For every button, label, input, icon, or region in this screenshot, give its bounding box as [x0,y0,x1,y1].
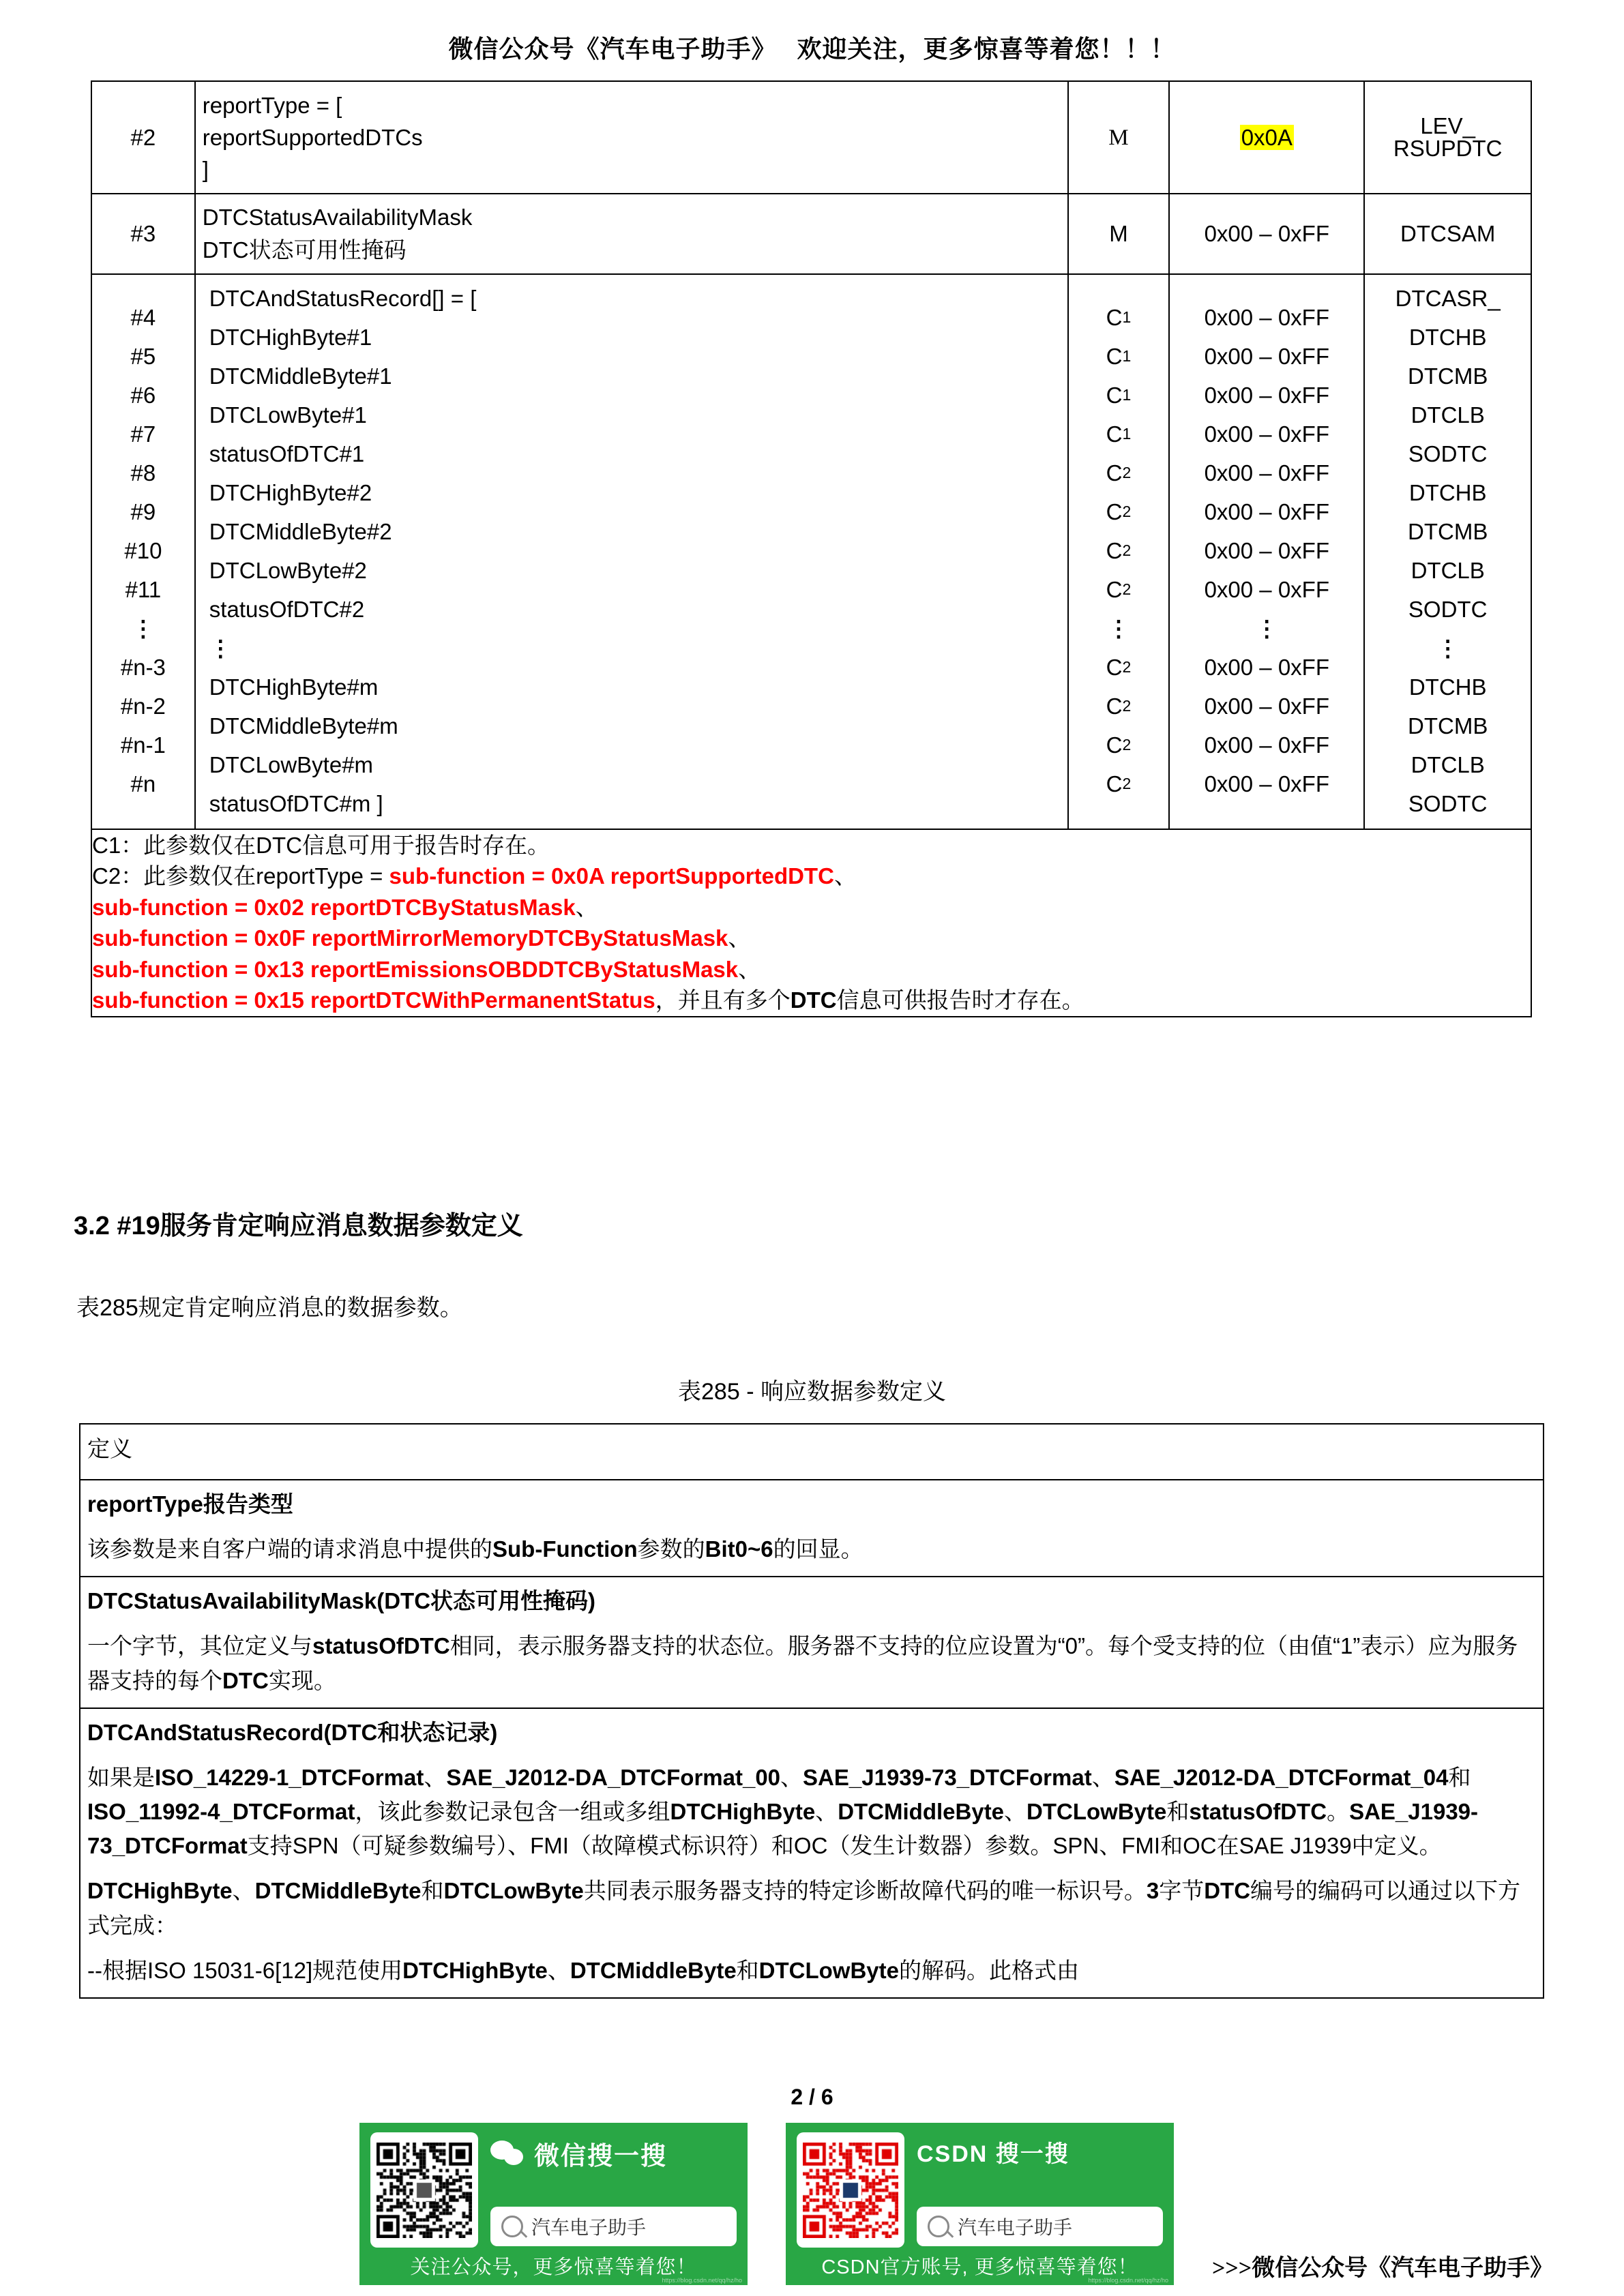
record-mnemonic: DTCLB [1411,557,1485,583]
definition-term: statusOfDTC [312,1633,450,1659]
record-desc-line: statusOfDTC#m ] [209,790,383,816]
table-row-record-block [91,274,1531,829]
row-range-cell: 0x00 – 0xFF [1169,194,1364,274]
record-number: #10 [124,537,162,563]
definition-term: statusOfDTC [1189,1799,1327,1825]
page-number: 2 / 6 [791,2085,833,2109]
table-row [91,194,1531,274]
record-mnemonic: DTCMB [1408,713,1488,739]
definition-table-body [80,1424,1544,1998]
row-description-cell [195,81,1068,194]
definition-term: DTCLowByte [1027,1799,1167,1825]
definition-term: ISO_11992-4_DTCFormat [87,1799,355,1825]
definition-paragraph [87,1954,1536,1988]
definition-title [87,1584,1536,1618]
record-number-stack [92,275,194,809]
record-number: #n-2 [120,693,166,719]
promo-brand-row [490,2135,737,2172]
promo-top-row [797,2132,1163,2248]
definition-paragraph [87,1874,1536,1942]
definition-term: DTCHighByte [87,1878,233,1904]
row-mnemonic-cell [1364,81,1531,194]
row-range-cell [1169,81,1364,194]
promo-search-box[interactable] [917,2207,1163,2246]
record-cvt: C 1 [1106,343,1132,369]
record-number: #n [130,771,156,796]
record-cvt: C 1 [1106,304,1132,330]
record-number: #9 [130,498,156,524]
footnote-tail-dtc: DTC [790,987,837,1013]
record-mnemonic: DTCMB [1408,518,1488,544]
definition-title-translation: 和状态记录) [377,1719,498,1745]
record-range: 0x00 – 0xFF [1204,654,1329,680]
footnote-c2-line2 [92,892,1531,923]
record-range: 0x00 – 0xFF [1204,460,1329,486]
mnemonic-line: LEV_ [1420,113,1476,139]
desc-line: reportType = [ [202,93,342,118]
definition-text: 的解码。此格式由 [899,1957,1080,1983]
definition-term: 3 [1146,1878,1160,1904]
promo-watermark: https://blog.csdn.net/qq/hz/ho [1088,2277,1168,2284]
record-number: ⋮ [132,615,155,641]
record-number: #6 [130,382,156,408]
record-number-column [91,274,195,829]
record-cvt-column [1068,274,1170,829]
record-range: 0x00 – 0xFF [1204,732,1329,758]
record-desc-line: DTCLowByte#2 [209,557,367,583]
footnote-tail-c: 信息可供报告时才存在。 [836,987,1084,1013]
record-mnemonic: DTCHB [1408,674,1487,700]
record-description-stack [203,275,1067,829]
definition-text: 、 [424,1764,447,1790]
record-description-column [195,274,1068,829]
promo-watermark: https://blog.csdn.net/qq/hz/ho [662,2277,742,2284]
definition-row [80,1708,1544,1998]
promo-brand-label: CSDN 搜一搜 [917,2141,1069,2167]
wechat-icon [490,2141,526,2166]
definition-row [80,1480,1544,1577]
definition-term: DTCMiddleByte [838,1799,1005,1825]
page-banner: 微信公众号《汽车电子助手》 欢迎关注，更多惊喜等着您！！！ [448,35,1176,63]
definition-term: SAE_J1939-73_DTCFormat [803,1764,1092,1790]
record-range: 0x00 – 0xFF [1204,421,1329,447]
record-range: 0x00 – 0xFF [1204,304,1329,330]
definition-text: 、 [780,1764,803,1790]
record-mnemonic: SODTC [1408,596,1488,622]
footnote-c2-line5 [92,985,1531,1016]
definition-text: 参数的 [637,1536,705,1562]
definition-title-term: DTCStatusAvailabilityMask(DTC [87,1588,431,1614]
definition-text: 共同表示服务器支持的特定诊断故障代码的唯一标识号。 [583,1878,1147,1904]
record-desc-line: DTCMiddleByte#1 [209,363,392,389]
definition-text: 和 [1448,1764,1471,1790]
definition-term: DTCHighByte [670,1799,816,1825]
record-mnemonic: DTCASR_ [1395,285,1501,311]
definition-term: DTCHighByte [402,1957,548,1983]
desc-line: ] [202,156,209,182]
footnote-c2-line3 [92,923,1531,954]
definition-term: DTC [222,1667,269,1693]
definition-term: DTCLowByte [758,1957,900,1983]
qr-code-wrapper [797,2132,904,2248]
record-desc-line: ⋮ [209,635,232,661]
record-mnemonic: ⋮ [1436,635,1460,661]
definition-table [79,1423,1544,1999]
definition-text: 该参数是来自客户端的请求消息中提供的 [87,1536,492,1562]
qr-code-wrapper [370,2132,478,2248]
definition-term: Bit0~6 [705,1536,773,1562]
definition-text: ，该此参数记录包含一组或多组 [355,1799,670,1825]
footnote-cell [91,829,1531,1017]
definition-title-translation: 状态可用性掩码) [430,1588,596,1614]
record-range-stack [1170,275,1363,809]
record-desc-line: DTCLowByte#1 [209,402,367,428]
footnote-subfunction-0x0A: sub-function = 0x0A reportSupportedDTC [389,863,834,889]
footnote-sep: 、 [728,925,751,951]
row-number-cell: #2 [91,81,195,194]
promo-caption: 关注公众号，更多惊喜等着您！ [410,2256,697,2278]
definition-term: Sub-Function [492,1536,638,1562]
definition-title [87,1487,1536,1521]
promo-search-value: 汽车电子助手 [531,2217,647,2238]
promo-brand-row [917,2135,1163,2168]
record-number: #5 [130,343,156,369]
mnemonic-line: RSUPDTC [1393,136,1503,162]
definition-title-translation: 报告类型 [203,1491,293,1517]
record-desc-line: statusOfDTC#2 [209,596,365,622]
definition-text: 的回显。 [773,1536,863,1562]
definition-text: 和 [736,1957,759,1983]
definition-paragraph [87,1629,1536,1697]
definition-text: 和 [1166,1799,1190,1825]
definition-title [87,1716,1536,1750]
footnote-subfunction-0x02: sub-function = 0x02 reportDTCByStatusMask [92,894,576,920]
record-desc-line: DTCAndStatusRecord[] = [ [209,285,477,311]
definition-text: 、 [547,1957,570,1983]
footnote-c2-prefix: C2：此参数仅在reportType = [92,863,389,889]
record-cvt: C 1 [1106,382,1132,408]
row-cvt-cell: M [1068,194,1170,274]
row-mnemonic-cell: DTCSAM [1364,194,1531,274]
record-desc-line: statusOfDTC#1 [209,441,365,466]
record-cvt: ⋮ [1107,615,1130,641]
record-cvt: C 2 [1106,654,1132,680]
footer-tail-note: >>>微信公众号《汽车电子助手》 [1212,2256,1554,2281]
promo-search-value: 汽车电子助手 [958,2217,1073,2238]
definition-text: 一个字节，其位定义与 [87,1633,312,1659]
definition-cell [80,1708,1544,1998]
record-cvt: C 2 [1106,460,1132,486]
footer-promo-group [359,2123,1553,2285]
search-icon [928,2216,949,2237]
definition-paragraph [87,1532,1536,1566]
definition-header-cell: 定义 [80,1424,1544,1480]
promo-content [917,2132,1163,2248]
record-mnemonic: DTCHB [1408,479,1487,505]
record-range: 0x00 – 0xFF [1204,576,1329,602]
record-cvt: C 2 [1106,576,1132,602]
definition-text: 、 [232,1878,255,1904]
record-cvt-stack [1069,275,1169,809]
promo-content [490,2132,737,2248]
search-icon [501,2216,523,2237]
definition-row [80,1577,1544,1708]
definition-text: 实现。 [268,1667,336,1693]
promo-card-wechat[interactable] [359,2123,748,2285]
definition-term: ISO_14229-1_DTCFormat [155,1764,424,1790]
record-range: 0x00 – 0xFF [1204,343,1329,369]
definition-title-term: reportType [87,1491,203,1517]
record-mnemonic: SODTC [1408,790,1488,816]
definition-text: 相同，表示服务器支持的状态位。服务器不支持的位应设置为“0”。每个受支持的位（由值“1”表示）应为服务器支持的每个 [87,1633,1518,1693]
definition-term: SAE_J1939-73_DTCFormat [87,1799,1479,1859]
record-number: #n-1 [120,732,166,758]
definition-header-row [80,1424,1544,1480]
qr-code-icon [377,2143,472,2238]
promo-caption: CSDN官方账号, 更多惊喜等着您！ [821,2256,1138,2278]
footnote-sep: 、 [575,894,598,920]
record-mnemonic: DTCLB [1411,402,1485,428]
record-number: #4 [130,304,156,330]
row-description-cell [195,194,1068,274]
footnote-c2-line1 [92,861,1531,892]
definition-text: 支持SPN（可疑参数编号）、FMI（故障模式标识符）和OC（发生计数器）参数。SPN、FMI和OC在SAE J1939中定义。 [247,1833,1442,1859]
record-desc-line: DTCHighByte#2 [209,479,372,505]
definition-term: DTCMiddleByte [254,1878,422,1904]
record-mnemonic-stack [1365,275,1531,829]
definition-cell [80,1577,1544,1708]
record-mnemonic: DTCHB [1408,324,1487,350]
record-number: #8 [130,460,156,486]
record-range: 0x00 – 0xFF [1204,498,1329,524]
promo-search-box[interactable] [490,2207,737,2246]
record-desc-line: DTCHighByte#m [209,674,379,700]
record-desc-line: DTCLowByte#m [209,751,374,777]
desc-line: DTCStatusAvailabilityMask [202,204,473,230]
definition-text: 、 [1004,1799,1027,1825]
definition-cell [80,1480,1544,1577]
record-mnemonic: DTCLB [1411,751,1485,777]
record-desc-line: DTCHighByte#1 [209,324,372,350]
definition-text: 和 [421,1878,444,1904]
record-number: #11 [125,576,162,602]
record-mnemonic: SODTC [1408,441,1488,466]
record-mnemonic: DTCMB [1408,363,1488,389]
table-footnote-row [91,829,1531,1017]
record-cvt: C 2 [1106,771,1132,796]
record-cvt: C 1 [1106,421,1132,447]
footnote-c1: C1：此参数仅在DTC信息可用于报告时存在。 [92,832,550,858]
definition-text: 字节 [1159,1878,1205,1904]
record-range-column [1169,274,1364,829]
table-285-caption: 表285 - 响应数据参数定义 [678,1379,946,1405]
definition-paragraph [87,1761,1536,1863]
footnote-sep: 、 [833,863,857,889]
row-number-cell: #3 [91,194,195,274]
definition-term: DTCLowByte [443,1878,584,1904]
range-value-highlighted: 0x0A [1241,124,1293,150]
promo-brand-label: 微信搜一搜 [534,2142,667,2170]
footnote-sep: 、 [738,956,761,982]
record-range: 0x00 – 0xFF [1204,693,1329,719]
record-cvt: C 2 [1106,498,1132,524]
qr-code-icon [803,2143,898,2238]
definition-term: SAE_J2012-DA_DTCFormat_04 [1114,1764,1449,1790]
record-cvt: C 2 [1106,693,1132,719]
record-desc-line: DTCMiddleByte#2 [209,518,392,544]
record-number: #7 [130,421,156,447]
record-range: ⋮ [1255,615,1278,641]
record-desc-line: DTCMiddleByte#m [209,713,398,739]
definition-text: 、 [815,1799,838,1825]
record-cvt: C 2 [1106,732,1132,758]
request-parameter-table [91,80,1532,1017]
footnote-subfunction-0x15: sub-function = 0x15 reportDTCWithPermanentStatus [92,987,655,1013]
desc-line: reportSupportedDTCs [202,124,423,150]
definition-term: SAE_J2012-DA_DTCFormat_00 [446,1764,781,1790]
record-mnemonic-column [1364,274,1531,829]
footnote-tail-a: ，并且有多个 [655,987,791,1013]
promo-card-csdn[interactable] [786,2123,1174,2285]
definition-title-term: DTCAndStatusRecord(DTC [87,1719,378,1745]
section-heading: 3.2 #19服务肯定响应消息数据参数定义 [74,1212,523,1240]
footnote-subfunction-0x13: sub-function = 0x13 reportEmissionsOBDDTCByStatusMask [92,956,739,982]
definition-text: 编号的编码可以通过以下方式完成： [87,1878,1521,1938]
definition-text: 。 [1327,1799,1350,1825]
definition-text: --根据ISO 15031-6[12]规范使用 [87,1957,403,1983]
definition-text: 如果是 [87,1764,155,1790]
record-cvt: C 2 [1106,537,1132,563]
definition-term: DTCMiddleByte [570,1957,737,1983]
desc-line: DTC状态可用性掩码 [202,237,407,263]
record-range: 0x00 – 0xFF [1204,771,1329,796]
record-number: #n-3 [120,654,166,680]
footnote-c2-line4 [92,954,1531,985]
table-row [91,81,1531,194]
promo-top-row [370,2132,737,2248]
record-range: 0x00 – 0xFF [1204,382,1329,408]
definition-term: DTC [1204,1878,1251,1904]
definition-text: 、 [1091,1764,1114,1790]
record-range: 0x00 – 0xFF [1204,537,1329,563]
footnote-subfunction-0x0F: sub-function = 0x0F reportMirrorMemoryDTCByStatusMask [92,925,728,951]
section-paragraph: 表285规定肯定响应消息的数据参数。 [76,1295,463,1321]
row-cvt-cell [1068,81,1170,194]
cvt-value: M [1108,125,1129,150]
